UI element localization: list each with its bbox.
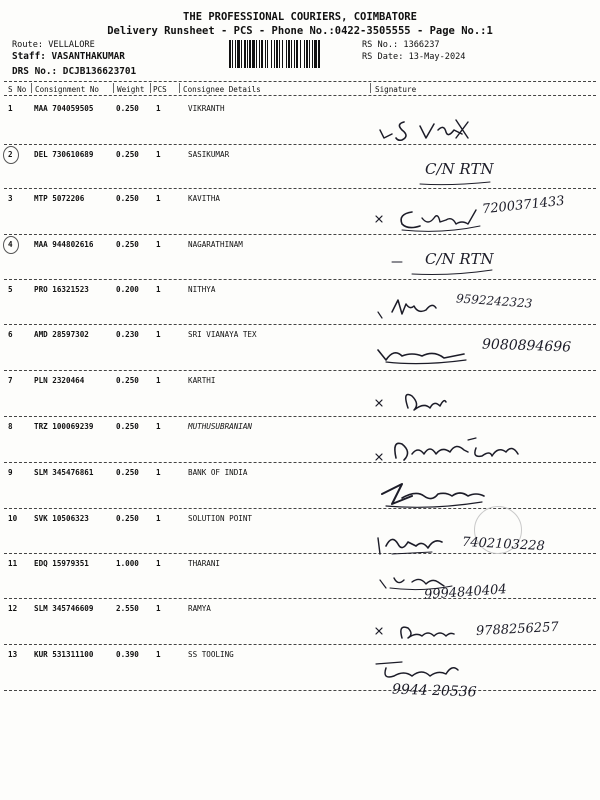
sno-circle-mark xyxy=(3,236,19,254)
route-label: Route: VELLALORE xyxy=(12,40,95,50)
row-consignee: SASIKUMAR xyxy=(188,150,230,159)
row-pcs: 1 xyxy=(156,650,161,659)
handwritten-phone-row-13: 9944 20536 xyxy=(391,681,477,701)
row-consignment-no: DEL 730610689 xyxy=(34,150,94,159)
row-weight: 0.390 xyxy=(116,650,139,659)
row-pcs: 1 xyxy=(156,150,161,159)
signature-row-7 xyxy=(372,384,462,418)
row-consignee: SOLUTION POINT xyxy=(188,514,253,523)
row-weight: 0.200 xyxy=(116,285,139,294)
header-bottom-rule xyxy=(4,95,596,96)
row-consignment-no: TRZ 100069239 xyxy=(34,422,94,431)
row-pcs: 1 xyxy=(156,240,161,249)
signature-row-8 xyxy=(372,432,552,468)
row-weight: 0.250 xyxy=(116,376,139,385)
handwritten-phone-row-6: 9080894696 xyxy=(481,336,572,356)
row-consignee: THARANI xyxy=(188,559,221,568)
handwritten-phone-row-12: 9788256257 xyxy=(475,619,560,640)
row-consignee: RAMYA xyxy=(188,604,211,613)
row-consignee: MUTHUSUBRANIAN xyxy=(188,422,253,431)
signature-row-9 xyxy=(372,474,512,514)
col-divider xyxy=(113,83,114,93)
row-sno: 1 xyxy=(8,104,13,113)
row-pcs: 1 xyxy=(156,285,161,294)
row-sno: 3 xyxy=(8,194,13,203)
row-sno: 8 xyxy=(8,422,13,431)
row-consignment-no: PLN 2320464 xyxy=(34,376,85,385)
row-consignment-no: MAA 944802616 xyxy=(34,240,94,249)
row-weight: 0.250 xyxy=(116,194,139,203)
signature-row-3 xyxy=(372,200,492,236)
row-consignee: KARTHI xyxy=(188,376,216,385)
row-consignment-no: AMD 28597302 xyxy=(34,330,89,339)
row-pcs: 1 xyxy=(156,330,161,339)
row-separator xyxy=(4,598,596,599)
col-weight: Weight xyxy=(117,85,145,94)
row-pcs: 1 xyxy=(156,422,161,431)
row-separator xyxy=(4,644,596,645)
row-sno: 13 xyxy=(8,650,18,659)
row-sno: 11 xyxy=(8,559,18,568)
row-sno: 10 xyxy=(8,514,18,523)
runsheet-subtitle: Delivery Runsheet - PCS - Phone No.:0422-3505555 - Page No.:1 xyxy=(107,25,493,37)
row-consignment-no: KUR 531311100 xyxy=(34,650,94,659)
signature-row-1 xyxy=(372,108,572,148)
row-sno: 9 xyxy=(8,468,13,477)
signature-row-12 xyxy=(372,616,472,646)
row-weight: 0.250 xyxy=(116,468,139,477)
row-consignee: NAGARATHINAM xyxy=(188,240,243,249)
row-separator xyxy=(4,416,596,417)
signature-row-5 xyxy=(372,290,462,324)
row-sno: 7 xyxy=(8,376,13,385)
handwritten-note-row-4: C/N RTN xyxy=(425,250,494,268)
row-consignee: SRI VIANAYA TEX xyxy=(188,330,257,339)
rs-number: RS No.: 1366237 xyxy=(362,40,440,50)
signature-row-10 xyxy=(372,524,472,560)
row-consignment-no: SLM 345746609 xyxy=(34,604,94,613)
row-weight: 2.550 xyxy=(116,604,139,613)
header-top-rule xyxy=(4,81,596,82)
handwritten-phone-row-3: 7200371433 xyxy=(481,193,566,218)
row-weight: 0.250 xyxy=(116,422,139,431)
col-signature: Signature xyxy=(375,85,417,94)
barcode xyxy=(229,40,355,68)
row-consignment-no: EDQ 15979351 xyxy=(34,559,89,568)
row-consignment-no: SLM 345476861 xyxy=(34,468,94,477)
drs-number: DRS No.: DCJB136623701 xyxy=(12,66,137,77)
row-consignee: KAVITHA xyxy=(188,194,221,203)
handwritten-phone-row-11: 9994840404 xyxy=(423,582,508,603)
handwritten-note-row-2: C/N RTN xyxy=(425,160,494,178)
col-divider xyxy=(31,83,32,93)
row-weight: 0.250 xyxy=(116,150,139,159)
row-consignment-no: MAA 704059505 xyxy=(34,104,94,113)
row-pcs: 1 xyxy=(156,559,161,568)
row-weight: 0.250 xyxy=(116,240,139,249)
row-weight: 1.000 xyxy=(116,559,139,568)
row-sno: 6 xyxy=(8,330,13,339)
col-pcs: PCS xyxy=(153,85,167,94)
row-pcs: 1 xyxy=(156,104,161,113)
row-weight: 0.230 xyxy=(116,330,139,339)
handwritten-phone-row-10: 7402103228 xyxy=(461,534,546,555)
row-weight: 0.250 xyxy=(116,514,139,523)
row-separator xyxy=(4,324,596,325)
row-pcs: 1 xyxy=(156,376,161,385)
signature-row-6 xyxy=(372,336,482,370)
sno-circle-mark xyxy=(3,146,19,164)
handwritten-phone-row-5: 9592242323 xyxy=(455,291,533,311)
return-mark-row-4 xyxy=(372,246,562,282)
col-divider xyxy=(370,83,371,93)
row-separator xyxy=(4,690,596,691)
row-sno: 12 xyxy=(8,604,18,613)
company-title: THE PROFESSIONAL COURIERS, COIMBATORE xyxy=(183,11,417,23)
col-divider xyxy=(150,83,151,93)
row-consignee: VIKRANTH xyxy=(188,104,225,113)
row-consignee: NITHYA xyxy=(188,285,216,294)
barcode-bar xyxy=(320,40,321,68)
return-mark-row-2 xyxy=(380,156,570,192)
col-consignment: Consignment No xyxy=(35,85,100,94)
row-pcs: 1 xyxy=(156,604,161,613)
row-sno: 4 xyxy=(8,240,13,249)
row-consignment-no: SVK 10506323 xyxy=(34,514,89,523)
row-pcs: 1 xyxy=(156,468,161,477)
row-pcs: 1 xyxy=(156,514,161,523)
col-sno: S No xyxy=(8,85,27,94)
row-consignment-no: MTP 5072206 xyxy=(34,194,85,203)
col-divider xyxy=(179,83,180,93)
row-sno: 2 xyxy=(8,150,13,159)
row-separator xyxy=(4,553,596,554)
row-consignment-no: PRO 16321523 xyxy=(34,285,89,294)
col-consignee: Consignee Details xyxy=(183,85,261,94)
row-pcs: 1 xyxy=(156,194,161,203)
rs-date: RS Date: 13-May-2024 xyxy=(362,52,466,62)
row-sno: 5 xyxy=(8,285,13,294)
row-separator xyxy=(4,370,596,371)
row-weight: 0.250 xyxy=(116,104,139,113)
row-consignee: BANK OF INDIA xyxy=(188,468,248,477)
row-consignee: SS TOOLING xyxy=(188,650,234,659)
staff-label: Staff: VASANTHAKUMAR xyxy=(12,51,125,62)
row-separator xyxy=(4,234,596,235)
